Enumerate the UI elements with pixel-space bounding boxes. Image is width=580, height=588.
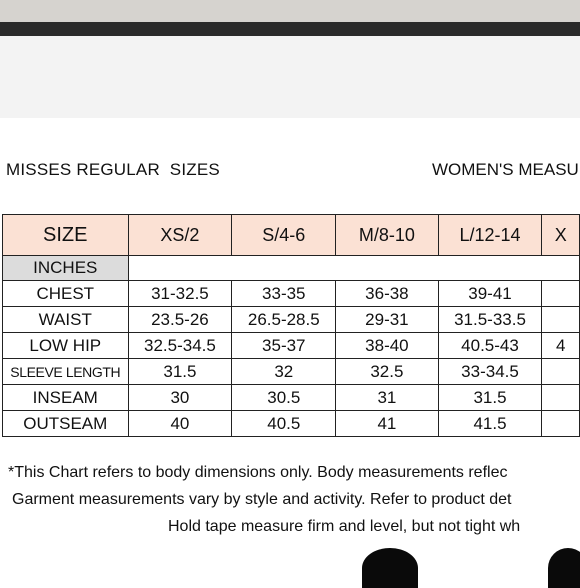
- window-top-band: [0, 0, 580, 24]
- table-cell: 31.5: [128, 359, 232, 385]
- row-label: WAIST: [3, 307, 129, 333]
- units-blank: [128, 256, 579, 281]
- table-cell: 31.5-33.5: [438, 307, 542, 333]
- window-dark-bar: [0, 22, 580, 36]
- tape-measure-note: Hold tape measure firm and level, but not tight wh: [168, 518, 521, 535]
- table-cell: 40.5-43: [438, 333, 542, 359]
- row-label: OUTSEAM: [3, 411, 129, 437]
- table-cell: [542, 307, 580, 333]
- figure-silhouette-head: [362, 548, 418, 588]
- table-cell: 39-41: [438, 281, 542, 307]
- body-dimensions-note: *This Chart refers to body dimensions only. Body measurements reflec: [8, 464, 508, 481]
- table-cell: 38-40: [336, 333, 438, 359]
- units-row: [3, 256, 580, 281]
- table-cell: 41: [336, 411, 438, 437]
- table-row: [3, 333, 580, 359]
- table-cell: 4: [542, 333, 580, 359]
- table-cell: 32.5-34.5: [128, 333, 232, 359]
- table-cell: 35-37: [232, 333, 336, 359]
- row-label: CHEST: [3, 281, 129, 307]
- table-row: [3, 385, 580, 411]
- table-cell: [542, 281, 580, 307]
- misses-sizes-heading: MISSES REGULAR SIZES: [6, 160, 220, 179]
- size-xs: XS/2: [128, 215, 232, 256]
- table-cell: 31: [336, 385, 438, 411]
- row-label: INSEAM: [3, 385, 129, 411]
- table-cell: 30: [128, 385, 232, 411]
- row-label: LOW HIP: [3, 333, 129, 359]
- table-cell: 32.5: [336, 359, 438, 385]
- header-panel: [0, 36, 580, 118]
- figure-silhouette-head: [548, 548, 580, 588]
- row-label: SLEEVE LENGTH: [3, 359, 129, 385]
- table-cell: 41.5: [438, 411, 542, 437]
- size-chart-table: [2, 214, 580, 437]
- size-s: S/4-6: [232, 215, 336, 256]
- table-cell: 31-32.5: [128, 281, 232, 307]
- table-row: [3, 307, 580, 333]
- table-cell: 33-35: [232, 281, 336, 307]
- table-cell: 26.5-28.5: [232, 307, 336, 333]
- table-cell: 32: [232, 359, 336, 385]
- table-cell: 29-31: [336, 307, 438, 333]
- size-xl-partial: X: [542, 215, 580, 256]
- table-cell: 40: [128, 411, 232, 437]
- table-cell: 31.5: [438, 385, 542, 411]
- garment-measurements-note: Garment measurements vary by style and activity. Refer to product det: [12, 491, 512, 508]
- table-cell: 33-34.5: [438, 359, 542, 385]
- table-cell: [542, 359, 580, 385]
- table-row: [3, 411, 580, 437]
- units-label: INCHES: [3, 256, 129, 281]
- size-column-label: SIZE: [3, 215, 129, 256]
- womens-measurements-heading: WOMEN'S MEASU: [432, 160, 579, 179]
- table-row: [3, 359, 580, 385]
- table-cell: 40.5: [232, 411, 336, 437]
- table-cell: 30.5: [232, 385, 336, 411]
- table-row: [3, 281, 580, 307]
- table-cell: [542, 385, 580, 411]
- table-cell: 36-38: [336, 281, 438, 307]
- table-cell: [542, 411, 580, 437]
- table-cell: 23.5-26: [128, 307, 232, 333]
- size-l: L/12-14: [438, 215, 542, 256]
- size-header-row: [3, 215, 580, 256]
- size-m: M/8-10: [336, 215, 438, 256]
